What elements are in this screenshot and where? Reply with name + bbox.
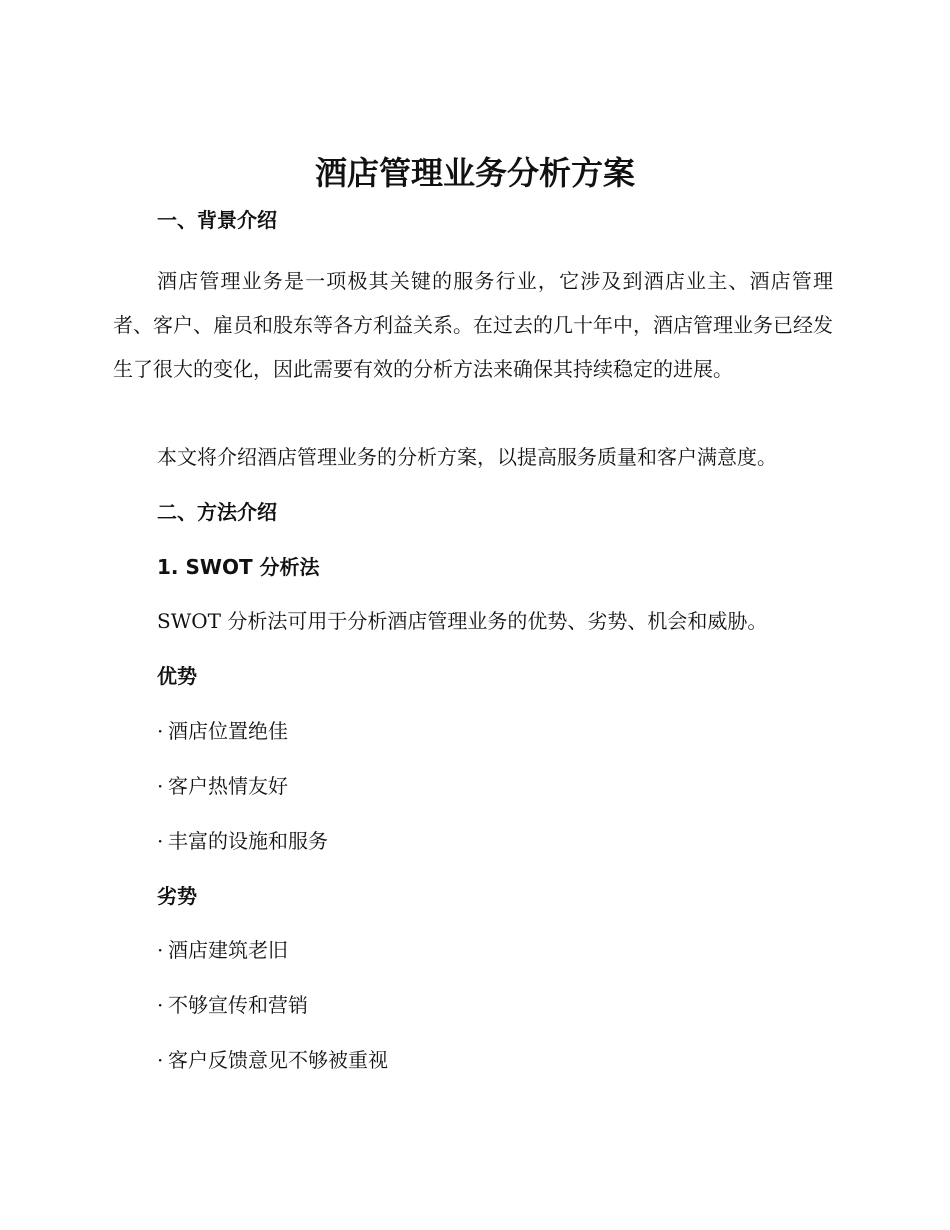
list-item-text: 不够宣传和营销 <box>168 993 308 1017</box>
bullet-dot: · <box>157 719 164 743</box>
bullet-dot: · <box>157 774 164 798</box>
list-item <box>157 1045 388 1075</box>
subsection-heading-swot: 1. SWOT 分析法 <box>157 555 320 579</box>
bullet-dot: · <box>157 938 164 962</box>
section-heading-background: 一、背景介绍 <box>157 208 277 232</box>
strengths-heading: 优势 <box>157 664 197 688</box>
list-item <box>157 771 288 801</box>
list-item-text: 酒店建筑老旧 <box>168 938 288 962</box>
swot-intro-paragraph: SWOT 分析法可用于分析酒店管理业务的优势、劣势、机会和威胁。 <box>157 609 768 633</box>
list-item-text: 客户反馈意见不够被重视 <box>168 1048 388 1072</box>
list-item <box>157 826 328 856</box>
bullet-dot: · <box>157 993 164 1017</box>
bullet-dot: · <box>157 829 164 853</box>
list-item-text: 丰富的设施和服务 <box>168 829 328 853</box>
background-paragraph-2: 本文将介绍酒店管理业务的分析方案，以提高服务质量和客户满意度。 <box>157 445 777 469</box>
bullet-dot: · <box>157 1048 164 1072</box>
document-title: 酒店管理业务分析方案 <box>314 154 635 192</box>
list-item <box>157 935 288 965</box>
list-item-text: 客户热情友好 <box>168 774 288 798</box>
section-heading-methods: 二、方法介绍 <box>157 500 277 524</box>
list-item-text: 酒店位置绝佳 <box>168 719 288 743</box>
list-item <box>157 716 288 746</box>
background-paragraph-1: 酒店管理业务是一项极其关键的服务行业，它涉及到酒店业主、酒店管理者、客户、雇员和股东等各方利益关系。在过去的几十年中，酒店管理业务已经发生了很大的变化，因此需要有效的分析方法来确保其持续稳定的进展。 <box>113 269 833 381</box>
list-item <box>157 990 308 1020</box>
weaknesses-heading: 劣势 <box>157 884 197 908</box>
